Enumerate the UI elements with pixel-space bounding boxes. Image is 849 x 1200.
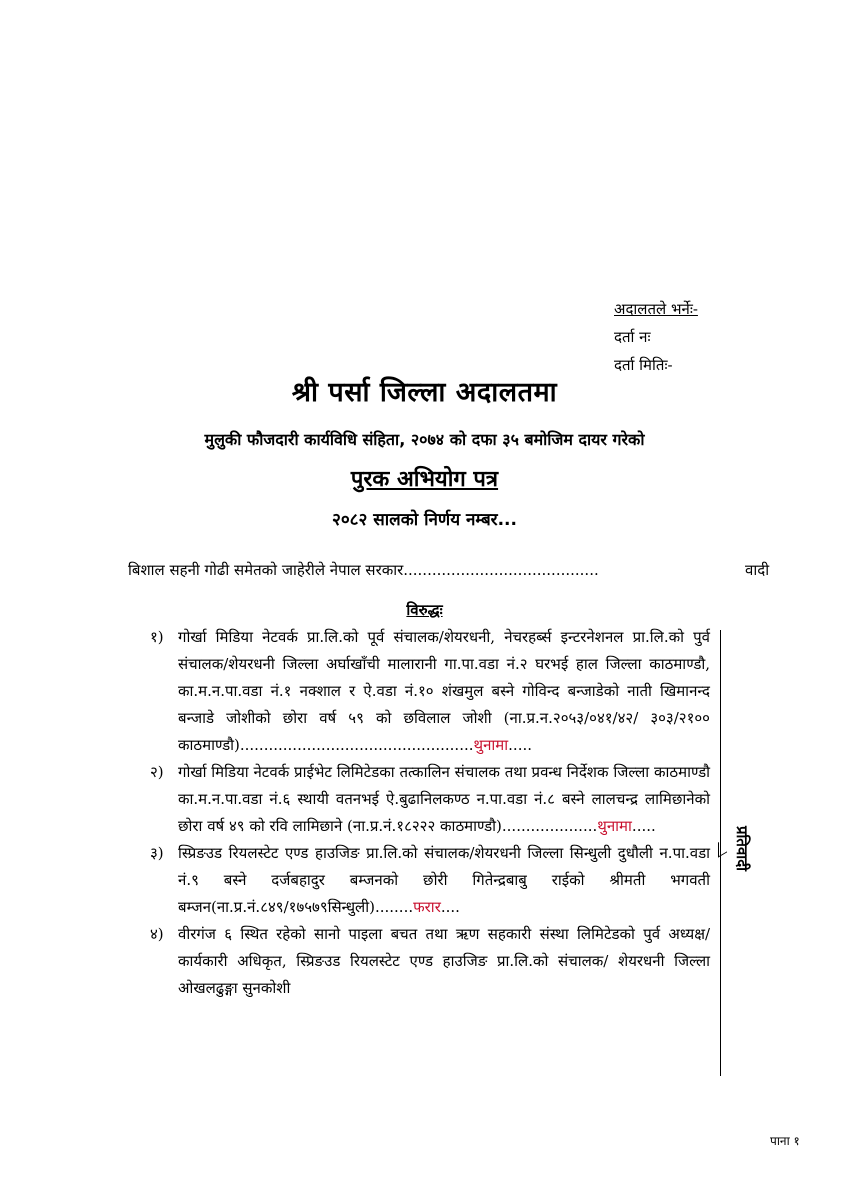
page-number: पाना १ bbox=[770, 1134, 800, 1148]
brace-tip bbox=[718, 837, 727, 857]
defendant-number: २) bbox=[150, 763, 164, 781]
registration-date-label: दर्ता मितिः- bbox=[614, 355, 673, 374]
court-use-box bbox=[614, 296, 698, 379]
document-title-wrap bbox=[0, 463, 849, 493]
defendant-text: स्प्रिङउड रियलस्टेट एण्ड हाउजिङ प्रा.लि.को संचालक/शेयरधनी जिल्ला सिन्धुली दुधौली न.पा.वडा नं.९ बस्ने दर्जबहादुर बम्जनको छोरी गितेन्द्रबाबु राईको श्रीमती भगवती बम्जन(ना.प्र.नं.८४९/१७५७९सिन्धुली)........ bbox=[178, 844, 710, 916]
defendant-role: प्रतिवादी bbox=[733, 826, 751, 872]
defendant-status: थुनामा bbox=[597, 817, 632, 835]
defendant-text: गोर्खा मिडिया नेटवर्क प्रा.लि.को पूर्व संचालक/शेयरधनी, नेचरहर्ब्स इन्टरनेशनल प्रा.लि.को पुर्व संचालक/शेयरधनी जिल्ला अर्घाखाँची मालारानी गा.पा.वडा नं.२ घरभई हाल जिल्ला काठमाण्डौ, का.म.न.पा.वडा नं.१ नक्शाल र ऐ.वडा नं.१० शंखमुल बस्ने गोविन्द बन्जाडेको नाती खिमानन्द बन्जाडे जोशीको छोरा वर्ष ५९ को छविलाल जोशी (ना.प्र.न.२०५३/०४१/४२/ ३०३/२१०० काठमाण्डौ)................................................. bbox=[178, 628, 710, 754]
registration-number-label: दर्ता नः bbox=[614, 327, 651, 346]
defendant-suffix: .... bbox=[440, 898, 460, 916]
defendant-item bbox=[150, 624, 710, 759]
versus-heading-wrap bbox=[0, 600, 849, 620]
defendant-item bbox=[150, 921, 710, 1002]
defendant-item bbox=[150, 840, 710, 921]
document-subtitle: मुलुकी फौजदारी कार्यविधि संहिता, २०७४ को दफा ३५ बमोजिम दायर गरेको bbox=[204, 430, 645, 449]
plaintiff-line: बिशाल सहनी गोढी समेतको जाहेरीले नेपाल सरकार......................................... bbox=[128, 561, 599, 579]
defendant-suffix: ..... bbox=[508, 736, 532, 754]
court-use-heading: अदालतले भर्नेः- bbox=[614, 300, 698, 318]
decision-number-line: २०८२ सालको निर्णय नम्बर... bbox=[332, 510, 517, 530]
defendants-brace bbox=[712, 630, 721, 1076]
defendant-text: गोर्खा मिडिया नेटवर्क प्राईभेट लिमिटेडका तत्कालिन संचालक तथा प्रवन्ध निर्देशक जिल्ला काठमाण्डौ का.म.न.पा.वडा नं.६ स्थायी वतनभई ऐ.बुढानिलकण्ठ न.पा.वडा नं.८ बस्ने लालचन्द्र लामिछानेको छोरा वर्ष ४९ को रवि लामिछाने (ना.प्र.नं.१८२२२ काठमाण्डौ).................... bbox=[178, 763, 710, 835]
defendants-list bbox=[150, 624, 710, 1002]
defendant-text: वीरगंज ६ स्थित रहेको सानो पाइला बचत तथा ऋण सहकारी संस्था लिमिटेडको पुर्व अध्यक्ष/कार्यकारी अधिकृत, स्प्रिङउड रियलस्टेट एण्ड हाउजिङ प्रा.लि.को संचालक/ शेयरधनी जिल्ला ओखलढुङ्गा सुनकोशी bbox=[178, 925, 710, 997]
court-title: श्री पर्सा जिल्ला अदालतमा bbox=[291, 377, 558, 408]
versus-heading: विरुद्धः bbox=[406, 601, 443, 619]
document-title: पुरक अभियोग पत्र bbox=[350, 467, 499, 492]
defendant-number: १) bbox=[150, 628, 164, 646]
defendant-suffix: ..... bbox=[631, 817, 656, 835]
defendant-number: ४) bbox=[150, 925, 164, 943]
defendant-status: थुनामा bbox=[473, 736, 509, 754]
defendant-number: ३) bbox=[150, 844, 164, 862]
plaintiff-role: वादी bbox=[745, 561, 770, 579]
defendant-item bbox=[150, 759, 710, 840]
defendant-status: फरार bbox=[413, 898, 441, 916]
